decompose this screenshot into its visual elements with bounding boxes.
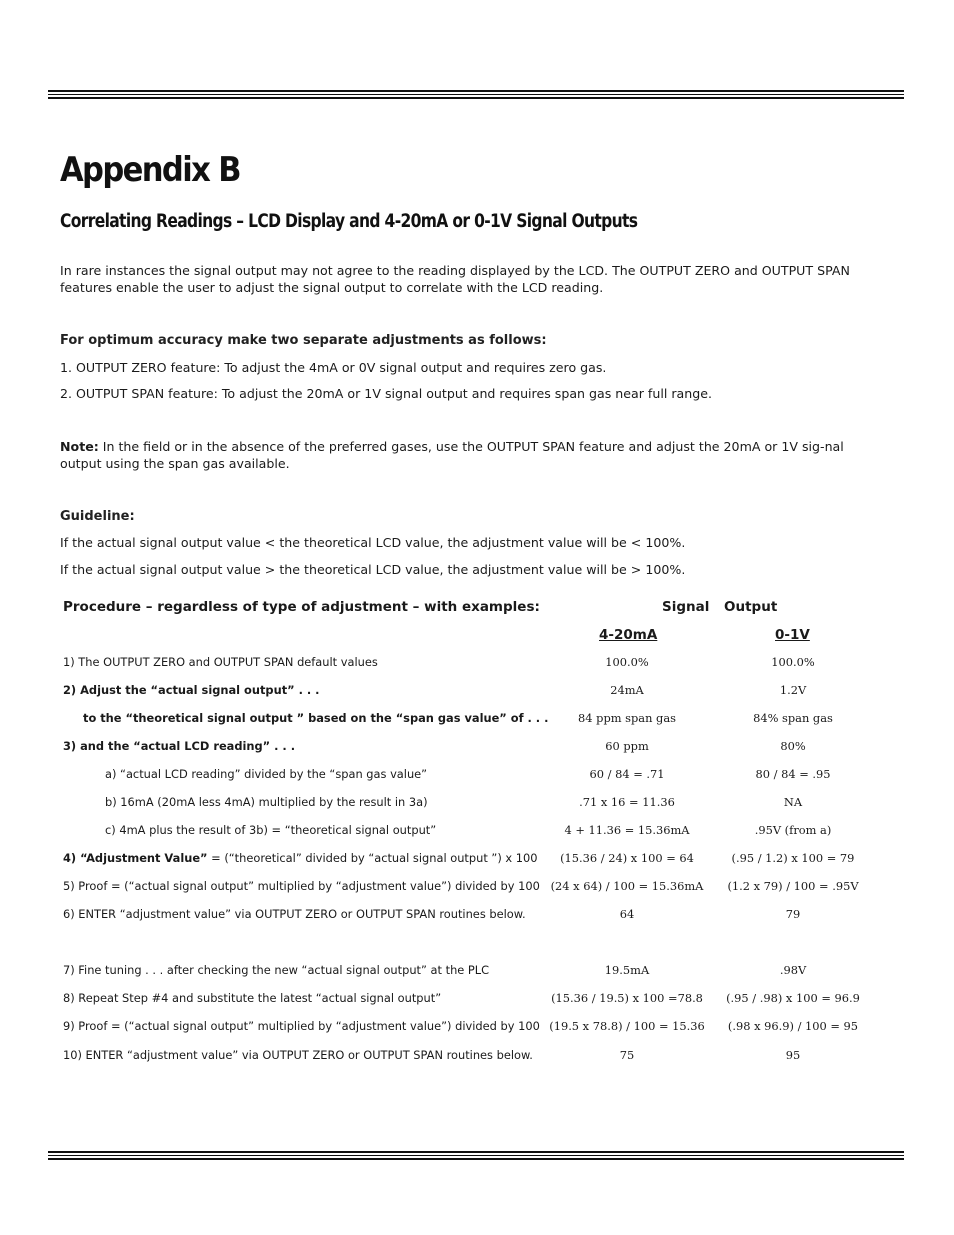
optimum-heading: For optimum accuracy make two separate adjustments as follows:	[60, 333, 547, 348]
output-label: Output	[724, 599, 778, 615]
value-4-20ma: (24 x 64) / 100 = 15.36mA	[550, 879, 704, 893]
step-rest: = (“theoretical” divided by “actual signal output ”) x 100	[207, 851, 538, 865]
col-header-4-20ma: 4-20mA	[599, 627, 658, 643]
value-4-20ma: (15.36 / 24) x 100 = 64	[560, 851, 694, 865]
step-text: 9) Proof = (“actual signal output” multiplied by “adjustment value”) divided by 100	[63, 1019, 540, 1033]
step-text: 7) Fine tuning . . . after checking the new “actual signal output” at the PLC	[63, 963, 490, 977]
step-bold: 4) “Adjustment Value”	[63, 851, 208, 865]
value-0-1v: (1.2 x 79) / 100 = .95V	[727, 879, 859, 893]
optimum-item-1: 1. OUTPUT ZERO feature: To adjust the 4mA or 0V signal output and requires zero gas.	[60, 360, 607, 375]
table-row	[0, 1019, 954, 1039]
value-0-1v: 84% span gas	[753, 711, 833, 725]
table-row	[0, 739, 954, 759]
value-0-1v: (.95 / 1.2) x 100 = 79	[731, 851, 855, 865]
page-title: Appendix B	[60, 150, 240, 190]
signal-label: Signal	[662, 599, 710, 615]
table-row	[0, 823, 954, 843]
step-text: b) 16mA (20mA less 4mA) multiplied by the result in 3a)	[105, 795, 428, 809]
value-4-20ma: (19.5 x 78.8) / 100 = 15.36	[549, 1019, 705, 1033]
procedure-heading: Procedure – regardless of type of adjustment – with examples:	[63, 599, 540, 615]
value-0-1v: .98V	[779, 963, 807, 977]
value-4-20ma: 24mA	[610, 683, 644, 697]
value-0-1v: 80 / 84 = .95	[755, 767, 831, 781]
value-0-1v: 95	[785, 1048, 801, 1062]
intro-paragraph: In rare instances the signal output may not agree to the reading displayed by the LCD. The OUTPUT ZERO and OUTPUT SPAN features enable the user to adjust the signal output to correlate with the LCD reading.	[60, 263, 850, 295]
step-text: to the “theoretical signal output ” based on the “span gas value” of . . .	[83, 711, 549, 725]
table-row	[0, 683, 954, 703]
table-row	[0, 851, 954, 871]
value-0-1v: .95V (from a)	[754, 823, 832, 837]
note-paragraph	[60, 438, 850, 472]
step-text: a) “actual LCD reading” divided by the “span gas value”	[105, 767, 428, 781]
value-4-20ma: 60 ppm	[605, 739, 649, 753]
value-4-20ma: 75	[619, 1048, 635, 1062]
value-0-1v: 79	[785, 907, 801, 921]
step-text: 3) and the “actual LCD reading” . . .	[63, 739, 296, 753]
value-0-1v: (.95 / .98) x 100 = 96.9	[726, 991, 860, 1005]
step-text: 8) Repeat Step #4 and substitute the latest “actual signal output”	[63, 991, 442, 1005]
guideline-heading: Guideline:	[60, 509, 135, 524]
table-row	[0, 963, 954, 983]
step-text	[63, 851, 538, 865]
table-row	[0, 907, 954, 927]
step-text: 1) The OUTPUT ZERO and OUTPUT SPAN default values	[63, 655, 378, 669]
step-text: c) 4mA plus the result of 3b) = “theoretical signal output”	[105, 823, 437, 837]
value-0-1v: NA	[783, 795, 803, 809]
top-rule	[48, 90, 904, 99]
note-label: Note:	[60, 439, 99, 454]
value-4-20ma: 100.0%	[605, 655, 649, 669]
value-4-20ma: 4 + 11.36 = 15.36mA	[564, 823, 690, 837]
section-title: Correlating Readings – LCD Display and 4-20mA or 0-1V Signal Outputs	[60, 211, 638, 232]
step-text: 2) Adjust the “actual signal output” . . .	[63, 683, 320, 697]
bottom-rule	[48, 1151, 904, 1160]
table-row	[0, 655, 954, 675]
guideline-item-2: If the actual signal output value > the theoretical LCD value, the adjustment value will be > 100%.	[60, 562, 686, 577]
table-row	[0, 711, 954, 731]
table-row	[0, 991, 954, 1011]
value-0-1v: (.98 x 96.9) / 100 = 95	[727, 1019, 859, 1033]
step-text: 6) ENTER “adjustment value” via OUTPUT ZERO or OUTPUT SPAN routines below.	[63, 907, 526, 921]
value-0-1v: 100.0%	[771, 655, 815, 669]
table-row	[0, 767, 954, 787]
value-4-20ma: (15.36 / 19.5) x 100 =78.8	[551, 991, 703, 1005]
step-text: 5) Proof = (“actual signal output” multiplied by “adjustment value”) divided by 100	[63, 879, 540, 893]
table-row	[0, 1048, 954, 1068]
col-header-0-1v: 0-1V	[775, 627, 810, 643]
value-4-20ma: 84 ppm span gas	[578, 711, 676, 725]
value-4-20ma: 64	[619, 907, 635, 921]
optimum-item-2: 2. OUTPUT SPAN feature: To adjust the 20mA or 1V signal output and requires span gas near full range.	[60, 386, 712, 401]
value-4-20ma: 60 / 84 = .71	[589, 767, 665, 781]
table-row	[0, 879, 954, 899]
guideline-item-1: If the actual signal output value < the theoretical LCD value, the adjustment value will be < 100%.	[60, 535, 686, 550]
value-4-20ma: .71 x 16 = 11.36	[579, 795, 675, 809]
value-0-1v: 1.2V	[779, 683, 807, 697]
value-4-20ma: 19.5mA	[604, 963, 650, 977]
step-text: 10) ENTER “adjustment value” via OUTPUT ZERO or OUTPUT SPAN routines below.	[63, 1048, 533, 1062]
table-row	[0, 795, 954, 815]
value-0-1v: 80%	[780, 739, 806, 753]
note-text: In the field or in the absence of the preferred gases, use the OUTPUT SPAN feature and adjust the 20mA or 1V sig-nal output using the span gas available.	[60, 439, 844, 471]
